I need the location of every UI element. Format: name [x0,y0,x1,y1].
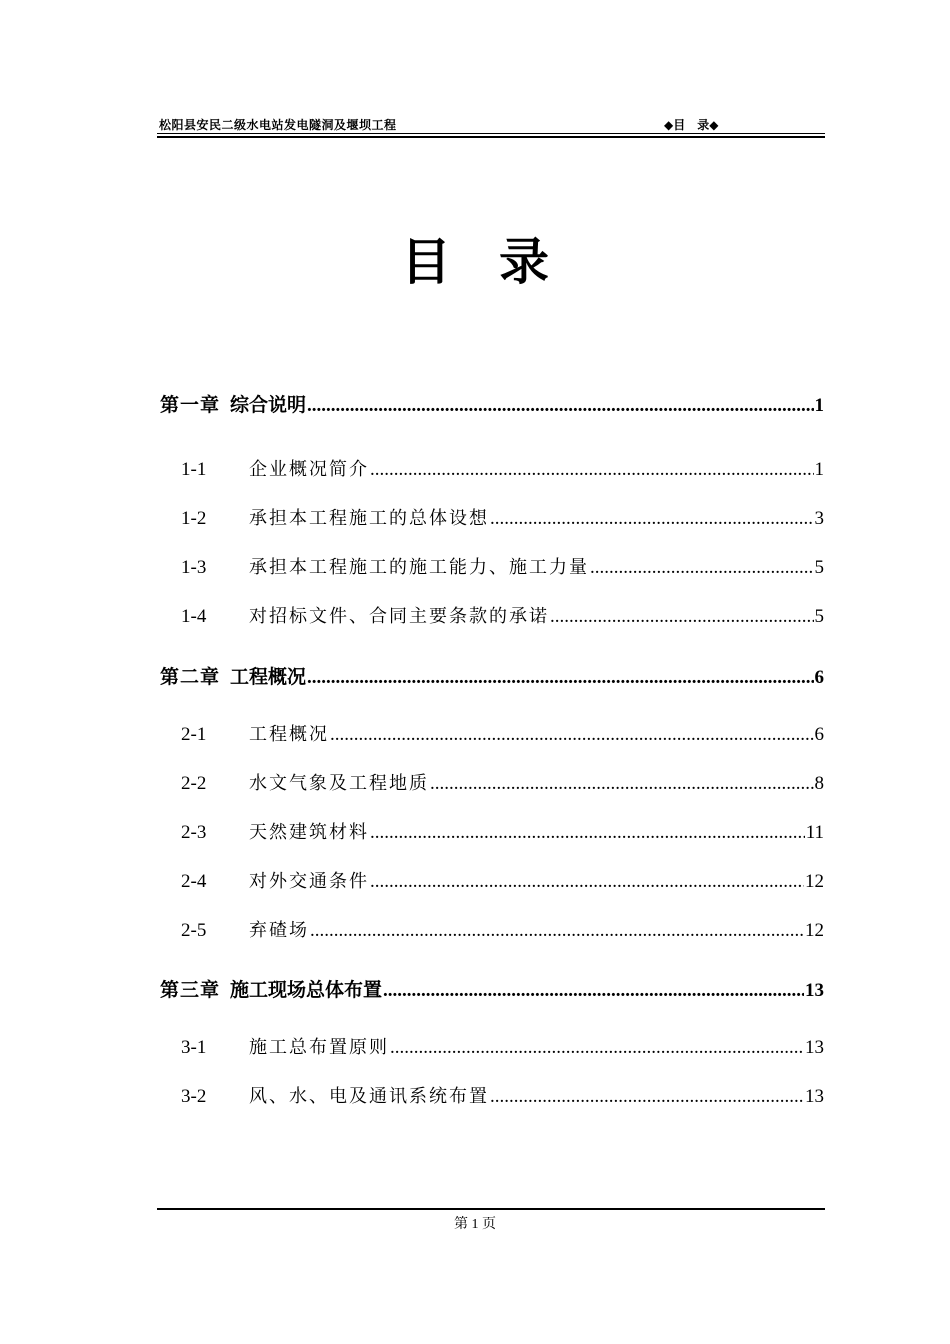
toc-chapter-entry[interactable] [160,975,824,1005]
header-section-label: ◆目 录◆ [664,118,719,132]
toc-entry-title: 水文气象及工程地质 [249,773,429,794]
toc-entry-page: 5 [814,557,824,578]
toc-entry-title: 承担本工程施工的施工能力、施工力量 [249,557,589,578]
header-rule-thick [157,136,825,138]
toc-dot-leader [307,667,813,689]
toc-entry-page: 13 [805,1086,824,1107]
toc-entry-page: 8 [814,773,824,794]
toc-section-entry[interactable] [160,1082,824,1112]
toc-dot-leader [383,980,804,1002]
toc-section-entry[interactable] [160,818,824,848]
toc-chapter-entry[interactable] [160,662,824,692]
toc-entry-number: 2-5 [181,920,207,941]
toc-entry-title: 对招标文件、合同主要条款的承诺 [249,606,549,627]
toc-dot-leader [490,1086,804,1108]
toc-section-entry[interactable] [160,1033,824,1063]
toc-entry-number: 第三章 [160,979,221,1001]
toc-entry-number: 3-2 [181,1086,207,1107]
toc-entry-title: 施工现场总体布置 [230,979,383,1001]
toc-entry-title: 承担本工程施工的总体设想 [249,508,489,529]
toc-section-entry[interactable] [160,553,824,583]
toc-dot-leader [550,606,814,628]
toc-dot-leader [370,871,804,893]
toc-entry-title: 天然建筑材料 [249,822,369,843]
toc-entry-number: 第一章 [160,394,221,416]
toc-section-entry[interactable] [160,769,824,799]
toc-entry-title: 施工总布置原则 [249,1037,389,1058]
toc-entry-title: 工程概况 [230,666,307,688]
toc-dot-leader [590,557,814,579]
toc-dot-leader [390,1037,804,1059]
toc-dot-leader [330,724,814,746]
toc-entry-page: 3 [814,508,824,529]
toc-section-entry[interactable] [160,602,824,632]
toc-dot-leader [310,920,804,942]
toc-entry-number: 3-1 [181,1037,207,1058]
toc-dot-leader [430,773,814,795]
toc-section-entry[interactable] [160,504,824,534]
toc-entry-title: 企业概况简介 [249,459,369,480]
toc-entry-page: 6 [814,724,824,745]
toc-entry-page: 1 [814,395,824,416]
toc-section-entry[interactable] [160,916,824,946]
footer-rule [157,1208,825,1210]
toc-entry-page: 6 [814,667,824,688]
page-number: 第 1 页 [454,1217,496,1232]
toc-entry-page: 5 [814,606,824,627]
toc-dot-leader [307,395,813,417]
toc-section-entry[interactable] [160,720,824,750]
toc-entry-number: 第二章 [160,666,221,688]
toc-dot-leader [370,822,805,844]
header-project-title: 松阳县安民二级水电站发电隧洞及堰坝工程 [159,118,397,132]
toc-entry-page: 13 [805,1037,824,1058]
toc-entry-page: 12 [805,871,824,892]
toc-dot-leader [490,508,814,530]
toc-entry-number: 1-2 [181,508,207,529]
toc-entry-number: 2-4 [181,871,207,892]
toc-entry-title: 风、水、电及通讯系统布置 [249,1086,489,1107]
toc-chapter-entry[interactable] [160,390,824,420]
toc-entry-title: 对外交通条件 [249,871,369,892]
toc-dot-leader [370,459,814,481]
toc-entry-title: 综合说明 [230,394,307,416]
toc-section-entry[interactable] [160,455,824,485]
toc-entry-title: 弃碴场 [249,920,309,941]
toc-entry-number: 2-1 [181,724,207,745]
toc-entry-number: 2-2 [181,773,207,794]
toc-entry-number: 1-3 [181,557,207,578]
toc-entry-page: 11 [805,822,824,843]
toc-entry-page: 12 [805,920,824,941]
toc-entry-page: 1 [814,459,824,480]
toc-entry-title: 工程概况 [249,724,329,745]
toc-entry-number: 2-3 [181,822,207,843]
header-rule-thin [157,133,825,134]
toc-section-entry[interactable] [160,867,824,897]
toc-entry-number: 1-1 [181,459,207,480]
toc-entry-page: 13 [805,980,824,1001]
page-title: 目录 [401,233,597,291]
toc-entry-number: 1-4 [181,606,207,627]
